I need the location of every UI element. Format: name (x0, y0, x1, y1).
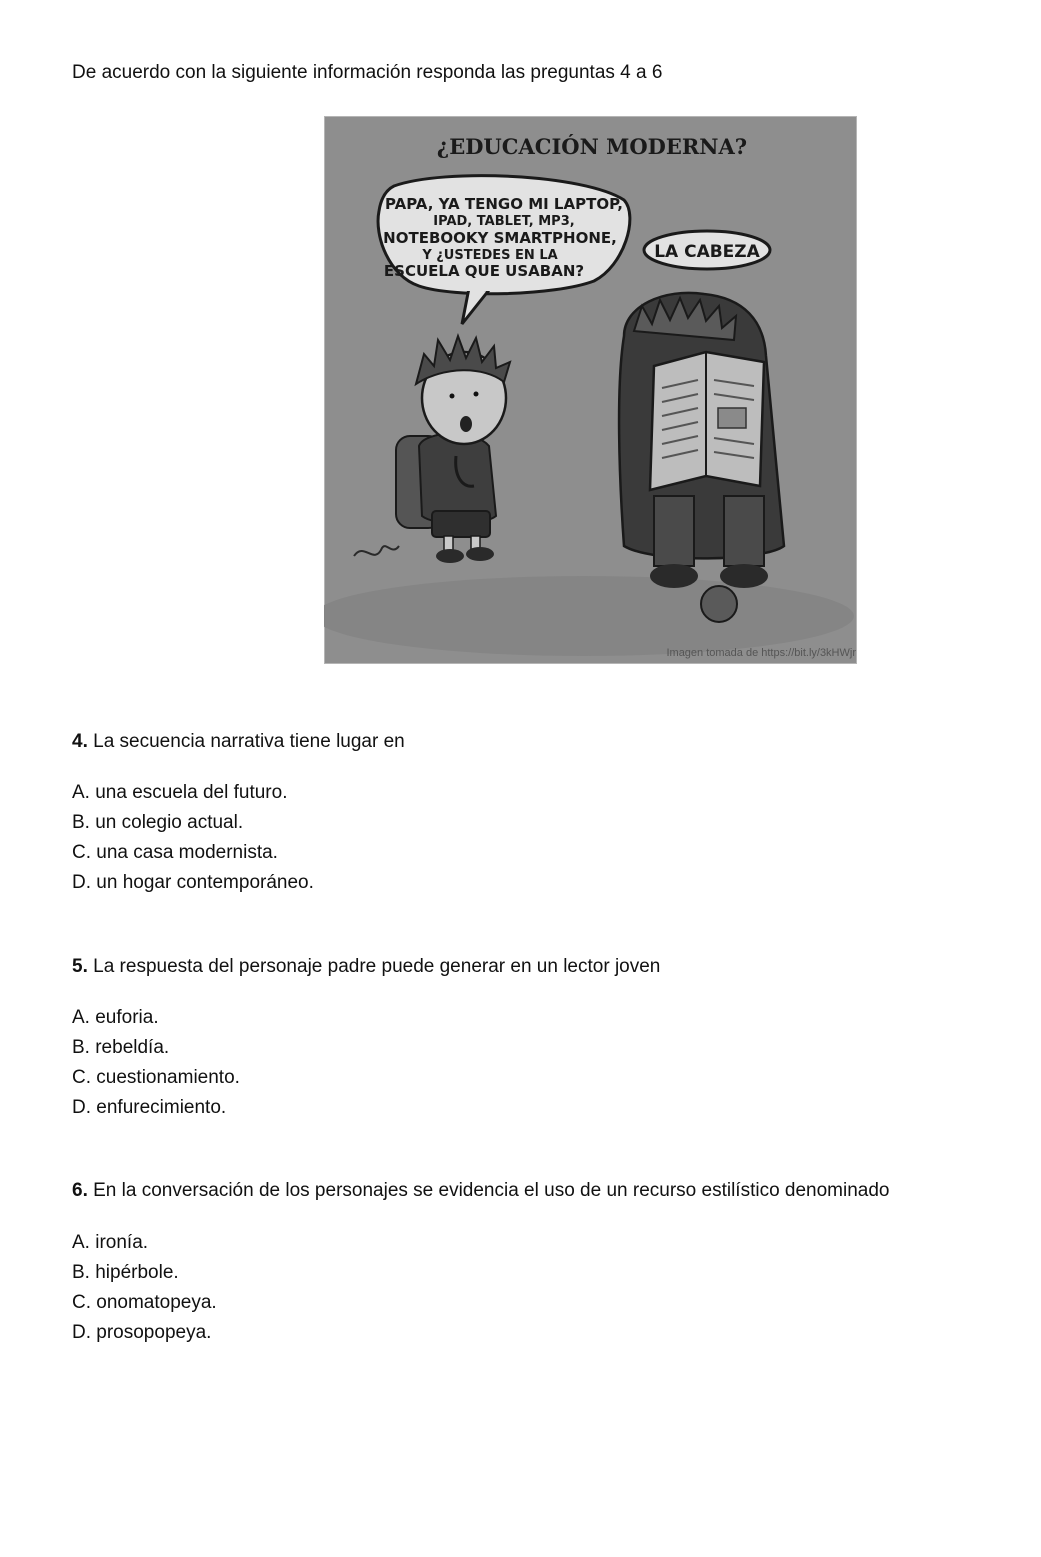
question-5-text: La respuesta del personaje padre puede generar en un lector joven (87, 956, 661, 977)
question-6 (72, 1180, 890, 1202)
father-speech-bubble (644, 231, 770, 269)
question-6-option-c[interactable]: C. onomatopeya. (72, 1292, 217, 1313)
instructions-heading: De acuerdo con la siguiente información responda las preguntas 4 a 6 (72, 62, 663, 83)
question-6-text: En la conversación de los personajes se evidencia el uso de un recurso estilístico denominado (87, 1180, 890, 1201)
question-5-option-d[interactable]: D. enfurecimiento. (72, 1097, 227, 1118)
question-4-number: 4. (72, 731, 88, 752)
question-4-option-d[interactable]: D. un hogar contemporáneo. (72, 872, 314, 893)
comic-drawing (324, 116, 857, 664)
question-6-options (72, 1228, 217, 1348)
question-5 (72, 956, 660, 978)
question-5-option-a[interactable]: A. euforia. (72, 1007, 159, 1028)
image-credit: Imagen tomada de https://bit.ly/3kHWjr (666, 647, 856, 659)
child-bubble-line-4: Y ¿USTEDES EN LA (422, 248, 558, 263)
father-bubble-text: LA CABEZA (654, 242, 760, 262)
question-4-option-c[interactable]: C. una casa modernista. (72, 842, 278, 863)
question-4-option-b[interactable]: B. un colegio actual. (72, 812, 244, 833)
comic-image (324, 116, 857, 664)
question-6-option-a[interactable]: A. ironía. (72, 1232, 149, 1253)
question-5-options (72, 1003, 240, 1123)
question-4-options (72, 778, 314, 898)
question-4-text: La secuencia narrativa tiene lugar en (87, 731, 405, 752)
child-bubble-line-1: PAPA, YA TENGO MI LAPTOP, (384, 195, 624, 213)
question-5-number: 5. (72, 956, 88, 977)
question-4-option-a[interactable]: A. una escuela del futuro. (72, 782, 288, 803)
question-5-option-b[interactable]: B. rebeldía. (72, 1037, 170, 1058)
child-bubble-line-2: IPAD, TABLET, MP3, (433, 214, 575, 229)
child-bubble-line-3: NOTEBOOKY SMARTPHONE, (383, 229, 617, 247)
comic-title: ¿EDUCACIÓN MODERNA? (436, 134, 748, 159)
child-bubble-line-5: ESCUELA QUE USABAN? (383, 262, 585, 280)
question-6-number: 6. (72, 1180, 88, 1201)
question-6-option-d[interactable]: D. prosopopeya. (72, 1322, 212, 1343)
question-4 (72, 731, 405, 753)
question-6-option-b[interactable]: B. hipérbole. (72, 1262, 179, 1283)
question-5-option-c[interactable]: C. cuestionamiento. (72, 1067, 240, 1088)
